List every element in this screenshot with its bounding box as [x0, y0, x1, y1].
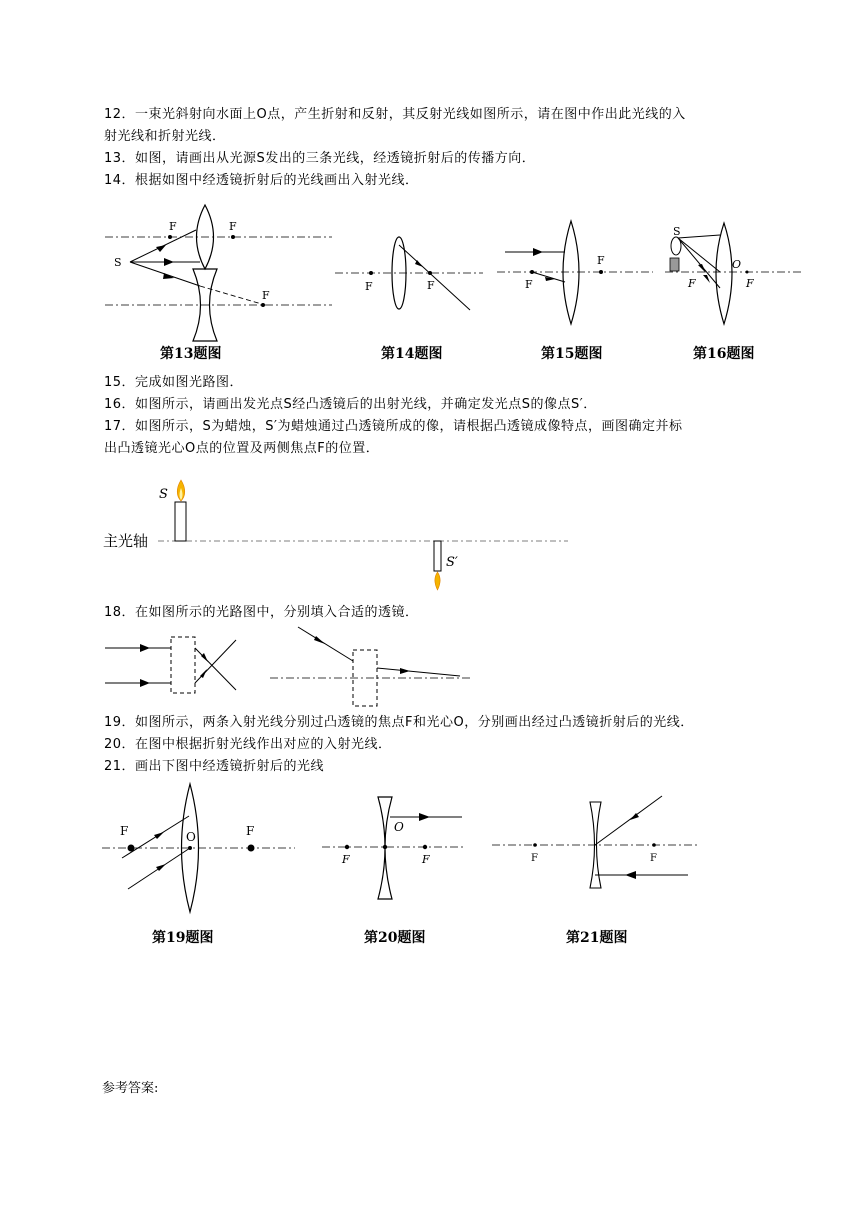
- main-axis-label: 主光轴: [103, 532, 149, 550]
- figure-20: [320, 795, 470, 905]
- figure-16: [660, 220, 805, 330]
- question-19: 19．如图所示，两条入射光线分别过凸透镜的焦点F和光心O，分别画出经过凸透镜折射后的光线．: [104, 715, 694, 730]
- label-f: F: [650, 853, 657, 864]
- caption-fig-15: 第15题图: [541, 346, 603, 362]
- question-12-line-1: 12．一束光斜射向水面上O点，产生折射和反射，其反射光线如图所示，请在图中作出此光线的入: [104, 107, 686, 122]
- label-f: F: [229, 220, 237, 233]
- figure-14: [335, 230, 485, 330]
- caption-fig-14: 第14题图: [381, 346, 443, 362]
- question-13: 13．如图，请画出从光源S发出的三条光线，经透镜折射后的传播方向．: [104, 151, 536, 166]
- caption-fig-19: 第19题图: [152, 930, 214, 946]
- question-16: 16．如图所示，请画出发光点S经凸透镜后的出射光线，并确定发光点S的像点S′．: [104, 397, 597, 412]
- question-21: 21．画出下图中经透镜折射后的光线: [104, 759, 325, 774]
- caption-fig-13: 第13题图: [160, 346, 222, 362]
- label-s: S: [114, 256, 122, 269]
- label-f: F: [262, 289, 270, 302]
- label-o: O: [394, 820, 404, 834]
- label-f: F: [531, 853, 538, 864]
- figure-13: [100, 200, 340, 345]
- label-f: F: [169, 220, 177, 233]
- label-s-prime: S′: [446, 555, 458, 570]
- question-15: 15．完成如图光路图．: [104, 375, 244, 390]
- label-s: S: [159, 487, 168, 502]
- label-f: F: [120, 824, 129, 838]
- question-17-line-1: 17．如图所示，S为蜡烛，S′为蜡烛通过凸透镜所成的像，请根据凸透镜成像特点，画图确定并标: [104, 419, 683, 434]
- figure-18: [100, 624, 480, 710]
- label-f: F: [746, 277, 754, 290]
- caption-fig-21: 第21题图: [566, 930, 628, 946]
- label-f: F: [597, 254, 605, 267]
- caption-fig-20: 第20题图: [364, 930, 426, 946]
- question-14: 14．根据如图中经透镜折射后的光线画出入射光线．: [104, 173, 419, 188]
- label-f: F: [427, 279, 435, 292]
- figure-17: [100, 474, 580, 594]
- label-f: F: [422, 853, 430, 866]
- label-s: S: [673, 225, 681, 238]
- label-o: O: [186, 830, 196, 844]
- question-12-line-2: 射光线和折射光线．: [104, 129, 226, 144]
- figure-21: [490, 790, 705, 900]
- caption-fig-16: 第16题图: [693, 346, 755, 362]
- figure-15: [495, 216, 655, 331]
- question-20: 20．在图中根据折射光线作出对应的入射光线．: [104, 737, 392, 752]
- label-f: F: [688, 277, 696, 290]
- question-18: 18．在如图所示的光路图中，分别填入合适的透镜．: [104, 605, 419, 620]
- label-f: F: [342, 853, 350, 866]
- question-17-line-2: 出凸透镜光心O点的位置及两侧焦点F的位置．: [104, 441, 380, 456]
- label-f: F: [525, 278, 533, 291]
- label-o: O: [732, 258, 742, 271]
- figure-19: [100, 780, 300, 925]
- label-f: F: [246, 824, 255, 838]
- label-f: F: [365, 280, 373, 293]
- answer-heading: 参考答案:: [102, 1081, 159, 1096]
